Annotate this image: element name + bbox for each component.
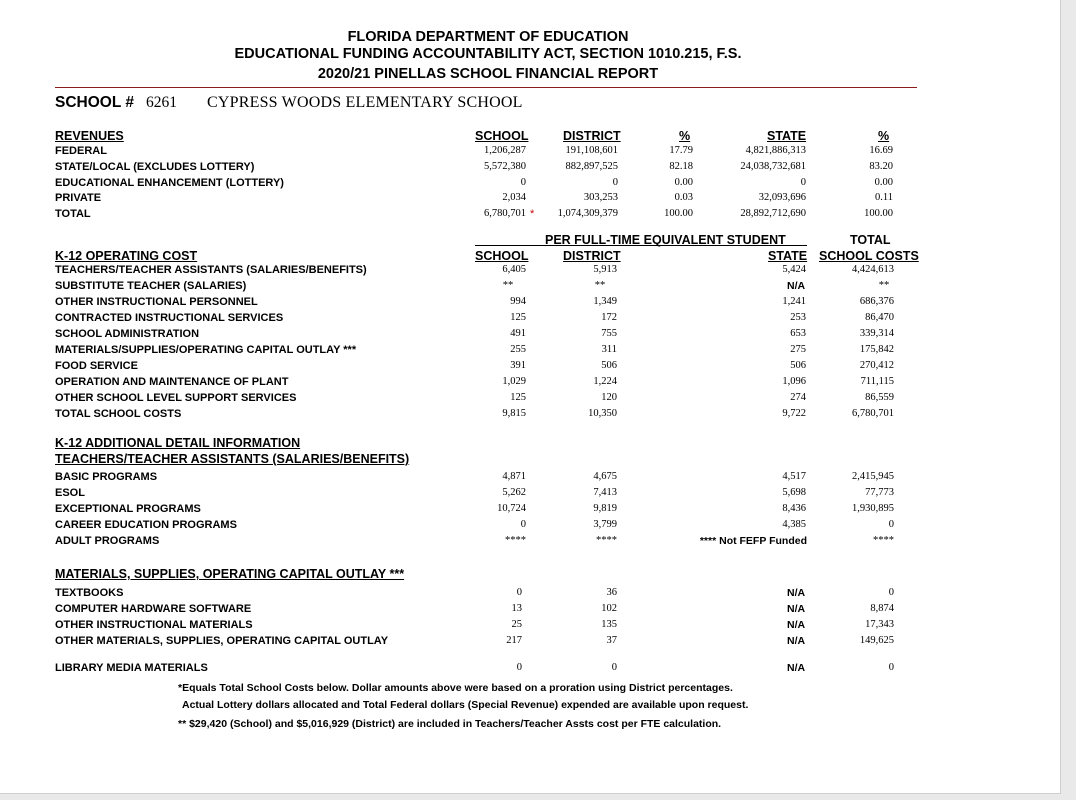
rev-col-state: STATE — [767, 129, 807, 143]
rev-school: 6,780,701 — [484, 208, 526, 219]
rev-school: 5,572,380 — [484, 161, 526, 172]
mat-school: 25 — [511, 619, 522, 630]
add-district: **** — [596, 535, 617, 546]
op-district: 755 — [601, 328, 617, 339]
rev-state: 32,093,696 — [758, 192, 806, 203]
mat-school: 0 — [516, 587, 522, 598]
rev-label: EDUCATIONAL ENHANCEMENT (LOTTERY) — [55, 177, 284, 189]
op-state: 653 — [790, 328, 806, 339]
library-state: N/A — [787, 662, 806, 674]
mat-label: TEXTBOOKS — [55, 587, 124, 599]
op-label: TEACHERS/TEACHER ASSISTANTS (SALARIES/BENEFITS) — [55, 264, 367, 276]
mat-district: 102 — [601, 603, 617, 614]
rev-pct2: 100.00 — [864, 208, 893, 219]
op-school: 1,029 — [502, 376, 526, 387]
op-school: 255 — [510, 344, 526, 355]
op-label: OTHER INSTRUCTIONAL PERSONNEL — [55, 296, 258, 308]
op-district: ** — [594, 280, 606, 291]
add-school: 10,724 — [497, 503, 526, 514]
op-state: 1,241 — [782, 296, 806, 307]
mat-district: 37 — [606, 635, 617, 646]
add-total: 0 — [888, 519, 894, 530]
mat-total: 149,625 — [859, 635, 894, 646]
op-school: 994 — [510, 296, 526, 307]
op-state: 506 — [790, 360, 806, 371]
total-header: TOTAL — [850, 233, 891, 247]
mat-district: 36 — [606, 587, 617, 598]
op-total: 86,470 — [865, 312, 894, 323]
add-state-not-funded: **** Not FEFP Funded — [699, 535, 807, 547]
op-col-total: SCHOOL COSTS — [819, 249, 919, 263]
add-total: 2,415,945 — [852, 471, 894, 482]
report-header-line1: FLORIDA DEPARTMENT OF EDUCATION — [347, 29, 629, 45]
op-school: 491 — [510, 328, 526, 339]
op-label: SCHOOL ADMINISTRATION — [55, 328, 200, 340]
school-number-label: SCHOOL # — [55, 94, 134, 111]
add-state: 5,698 — [782, 487, 806, 498]
add-school: 4,871 — [502, 471, 526, 482]
op-district: 120 — [601, 392, 617, 403]
rev-school: 0 — [520, 177, 526, 188]
op-school: 125 — [510, 312, 526, 323]
op-school: 125 — [510, 392, 526, 403]
op-col-district: DISTRICT — [563, 249, 621, 263]
add-school: 5,262 — [502, 487, 526, 498]
op-label: MATERIALS/SUPPLIES/OPERATING CAPITAL OUTLAY *** — [55, 344, 357, 356]
footnote-1: *Equals Total School Costs below. Dollar amounts above were based on a proration using District percentages. — [178, 682, 733, 694]
rev-state: 28,892,712,690 — [740, 208, 806, 219]
op-label: OPERATION AND MAINTENANCE OF PLANT — [55, 376, 289, 388]
op-state: N/A — [787, 280, 806, 292]
op-state: 275 — [790, 344, 806, 355]
add-label: CAREER EDUCATION PROGRAMS — [55, 519, 237, 531]
op-state: 9,722 — [782, 408, 806, 419]
op-school: 9,815 — [502, 408, 526, 419]
mat-school: 13 — [511, 603, 522, 614]
rev-district: 303,253 — [583, 192, 618, 203]
op-district: 172 — [601, 312, 617, 323]
add-total: 1,930,895 — [852, 503, 894, 514]
rev-state: 0 — [800, 177, 806, 188]
library-district: 0 — [611, 662, 617, 673]
add-total: 77,773 — [865, 487, 894, 498]
op-district: 10,350 — [588, 408, 617, 419]
rev-state: 4,821,886,313 — [745, 145, 806, 156]
rev-pct2: 0.11 — [875, 192, 893, 203]
mat-district: 135 — [601, 619, 617, 630]
school-number: 6261 — [146, 94, 177, 111]
header-divider — [55, 87, 917, 88]
rev-pct: 0.00 — [674, 177, 693, 188]
op-col-state: STATE — [768, 249, 808, 263]
rev-pct: 100.00 — [664, 208, 693, 219]
per-fte-header: PER FULL-TIME EQUIVALENT STUDENT — [545, 233, 786, 247]
add-label: BASIC PROGRAMS — [55, 471, 158, 483]
op-state: 1,096 — [782, 376, 806, 387]
add-total: **** — [873, 535, 894, 546]
add-label: ADULT PROGRAMS — [55, 535, 160, 547]
mat-state: N/A — [787, 619, 806, 631]
op-district: 5,913 — [593, 264, 617, 275]
mat-state: N/A — [787, 587, 806, 599]
op-total: ** — [878, 280, 890, 291]
op-school: 6,405 — [502, 264, 526, 275]
library-label: LIBRARY MEDIA MATERIALS — [55, 662, 208, 674]
rev-label: FEDERAL — [55, 145, 107, 157]
add-district: 3,799 — [593, 519, 617, 530]
op-label: CONTRACTED INSTRUCTIONAL SERVICES — [55, 312, 284, 324]
op-label: SUBSTITUTE TEACHER (SALARIES) — [55, 280, 247, 292]
op-state: 253 — [790, 312, 806, 323]
op-total: 175,842 — [859, 344, 894, 355]
rev-state: 24,038,732,681 — [740, 161, 806, 172]
report-header-line3: 2020/21 PINELLAS SCHOOL FINANCIAL REPORT — [317, 66, 659, 82]
mat-label: COMPUTER HARDWARE SOFTWARE — [55, 603, 252, 615]
op-state: 274 — [790, 392, 806, 403]
mat-total: 17,343 — [865, 619, 894, 630]
school-name: CYPRESS WOODS ELEMENTARY SCHOOL — [207, 94, 523, 111]
mat-total: 8,874 — [870, 603, 894, 614]
rev-pct2: 16.69 — [869, 145, 893, 156]
add-label: ESOL — [55, 487, 85, 499]
rev-district: 1,074,309,379 — [557, 208, 618, 219]
rev-pct: 17.79 — [669, 145, 693, 156]
mat-label: OTHER MATERIALS, SUPPLIES, OPERATING CAPITAL OUTLAY — [55, 635, 389, 647]
op-col-school: SCHOOL — [475, 249, 529, 263]
rev-col-school: SCHOOL — [475, 129, 529, 143]
rev-label: TOTAL — [55, 208, 91, 220]
add-state: 8,436 — [782, 503, 806, 514]
op-total: 339,314 — [859, 328, 894, 339]
op-total: 686,376 — [859, 296, 894, 307]
total-asterisk-marker: * — [530, 208, 535, 220]
rev-pct: 0.03 — [674, 192, 693, 203]
mat-state: N/A — [787, 635, 806, 647]
add-school: 0 — [520, 519, 526, 530]
rev-col-pct: % — [679, 129, 691, 143]
rev-label: STATE/LOCAL (EXCLUDES LOTTERY) — [55, 161, 255, 173]
op-label: OTHER SCHOOL LEVEL SUPPORT SERVICES — [55, 392, 297, 404]
op-state: 5,424 — [782, 264, 806, 275]
op-total: 86,559 — [865, 392, 894, 403]
library-school: 0 — [516, 662, 522, 673]
mat-state: N/A — [787, 603, 806, 615]
add-school: **** — [505, 535, 526, 546]
mat-school: 217 — [506, 635, 522, 646]
rev-district: 882,897,525 — [565, 161, 618, 172]
operating-cost-title: K-12 OPERATING COST — [55, 249, 198, 263]
rev-pct: 82.18 — [669, 161, 693, 172]
op-label: TOTAL SCHOOL COSTS — [55, 408, 182, 420]
op-district: 506 — [601, 360, 617, 371]
additional-detail-subtitle: TEACHERS/TEACHER ASSISTANTS (SALARIES/BENEFITS) — [55, 452, 410, 466]
add-district: 9,819 — [593, 503, 617, 514]
report-header-line2: EDUCATIONAL FUNDING ACCOUNTABILITY ACT, SECTION 1010.215, F.S. — [234, 46, 742, 62]
add-state: 4,385 — [782, 519, 806, 530]
rev-district: 0 — [612, 177, 618, 188]
rev-district: 191,108,601 — [565, 145, 618, 156]
library-total: 0 — [888, 662, 894, 673]
rev-label: PRIVATE — [55, 192, 102, 204]
op-total: 6,780,701 — [852, 408, 894, 419]
footnote-2: Actual Lottery dollars allocated and Total Federal dollars (Special Revenue) expended are available upon request. — [182, 699, 749, 711]
add-label: EXCEPTIONAL PROGRAMS — [55, 503, 201, 515]
op-total: 270,412 — [859, 360, 894, 371]
rev-pct2: 83.20 — [869, 161, 893, 172]
mat-total: 0 — [888, 587, 894, 598]
op-district: 1,349 — [593, 296, 617, 307]
footnote-3: ** $29,420 (School) and $5,016,929 (District) are included in Teachers/Teacher Assts cost per FTE calculation. — [178, 718, 722, 730]
materials-title: MATERIALS, SUPPLIES, OPERATING CAPITAL OUTLAY *** — [55, 567, 405, 581]
rev-school: 2,034 — [502, 192, 526, 203]
op-district: 1,224 — [593, 376, 617, 387]
per-fte-underline — [475, 245, 807, 246]
rev-col-pct2: % — [878, 129, 890, 143]
add-district: 4,675 — [593, 471, 617, 482]
op-total: 4,424,613 — [852, 264, 894, 275]
op-school: ** — [502, 280, 514, 291]
additional-detail-title: K-12 ADDITIONAL DETAIL INFORMATION — [55, 436, 301, 450]
op-total: 711,115 — [860, 376, 894, 387]
op-school: 391 — [510, 360, 526, 371]
rev-school: 1,206,287 — [484, 145, 526, 156]
op-district: 311 — [601, 344, 617, 355]
rev-pct2: 0.00 — [874, 177, 893, 188]
add-state: 4,517 — [782, 471, 806, 482]
revenues-title: REVENUES — [55, 129, 124, 143]
add-district: 7,413 — [593, 487, 617, 498]
op-label: FOOD SERVICE — [55, 360, 138, 372]
mat-label: OTHER INSTRUCTIONAL MATERIALS — [55, 619, 253, 631]
rev-col-district: DISTRICT — [563, 129, 621, 143]
